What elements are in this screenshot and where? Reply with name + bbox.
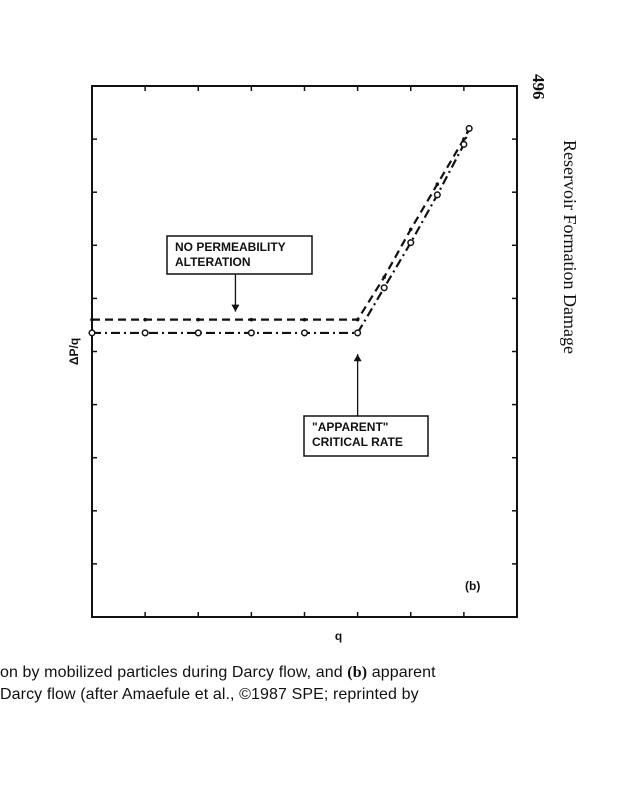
x-axis-label: q [334,629,343,643]
series-2-point [466,126,472,132]
series-2-point [435,192,441,198]
series-2-point [142,330,148,336]
series-2-line [92,128,469,332]
series-1-point [409,228,413,232]
running-head: Reservoir Formation Damage [560,140,580,354]
y-axis-label: ΔP/q [67,337,81,366]
series-2-point [249,330,255,336]
series-2-point [302,330,308,336]
series-1-point [382,275,386,279]
annotation-label: "APPARENT" [312,420,389,434]
caption-panel-ref: (b) [347,664,368,681]
series-1-point [303,318,307,322]
series-1-point [143,318,147,322]
caption-line-1-end: apparent [367,664,436,681]
annotation-arrowhead [354,354,362,361]
series-1-point [436,182,440,186]
page-number: 496 [529,74,548,100]
annotation-label: CRITICAL RATE [312,435,403,449]
caption-line-1-start: on by mobilized particles during Darcy flow, and [0,664,348,681]
annotation-arrowhead [231,305,239,312]
caption-line-1 [0,664,436,682]
series-2-point [408,240,414,246]
series-layer [89,126,472,336]
series-2-point [355,330,361,336]
series-2-point [89,330,95,336]
annotation-label: NO PERMEABILITY [175,240,286,254]
series-1-point [356,318,360,322]
series-1-point [90,318,94,322]
series-1-line [92,128,469,319]
series-1-point [196,318,200,322]
series-2-point [195,330,201,336]
series-2-point [381,285,387,291]
series-1-point [250,318,254,322]
caption-line-2: Darcy flow (after Amaefule et al., ©1987 SPE; reprinted by [0,686,419,703]
panel-label: (b) [465,579,481,593]
series-2-point [461,142,467,148]
annotation-label: ALTERATION [175,255,251,269]
